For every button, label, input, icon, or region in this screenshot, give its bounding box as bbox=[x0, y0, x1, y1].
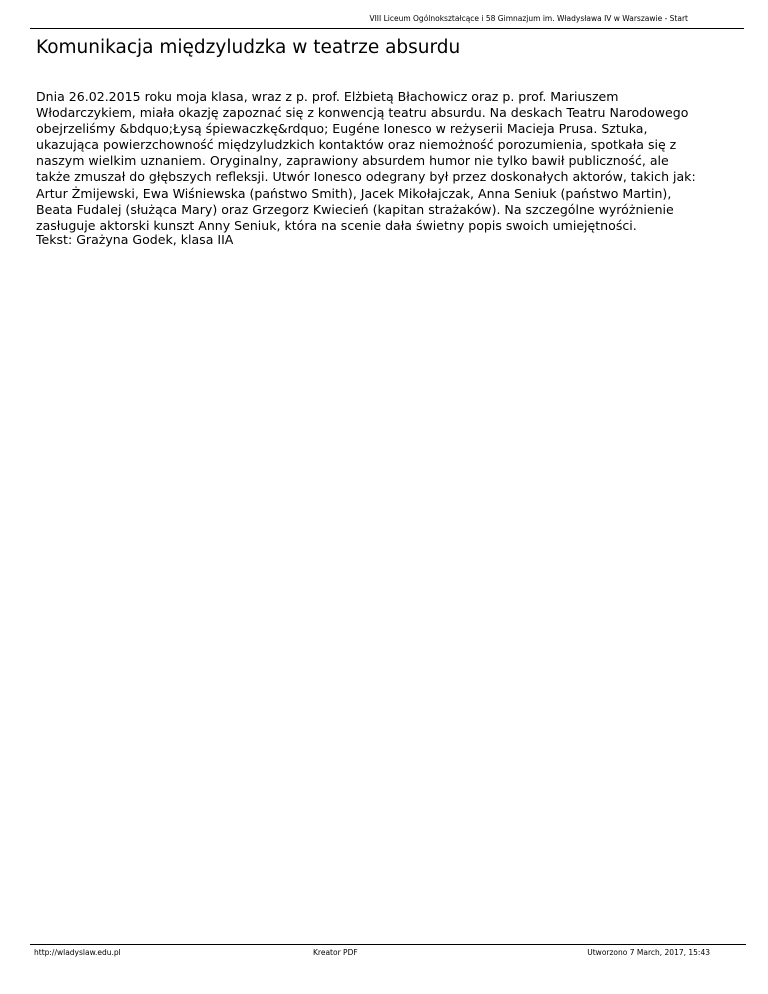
author-note: Tekst: Grażyna Godek, klasa IIA bbox=[36, 232, 234, 247]
site-title: VIII Liceum Ogólnokształcące i 58 Gimnazjum im. Władysława IV w Warszawie - Start bbox=[369, 14, 688, 23]
footer-url[interactable]: http://wladyslaw.edu.pl bbox=[34, 948, 121, 957]
body-line: zasługuje aktorski kunszt Anny Seniuk, która na scenie dała świetny popis swoich umiejętności. bbox=[36, 217, 637, 233]
article-title: Komunikacja międzyludzka w teatrze absurdu bbox=[36, 37, 461, 58]
body-line: naszym wielkim uznaniem. Oryginalny, zaprawiony absurdem humor nie tylko bawił publiczność, ale bbox=[36, 153, 669, 169]
body-line: ukazująca powierzchowność międzyludzkich kontaktów oraz niemożność porozumienia, spotkała się z bbox=[36, 137, 677, 153]
page-header bbox=[30, 12, 744, 29]
footer-created-date: Utworzono 7 March, 2017, 15:43 bbox=[587, 948, 710, 957]
body-line: także zmuszał do głębszych refleksji. Utwór Ionesco odegrany był przez doskonałych aktorów, takich jak: bbox=[36, 169, 696, 185]
body-line: Dnia 26.02.2015 roku moja klasa, wraz z p. prof. Elżbietą Błachowicz oraz p. prof. Mariuszem bbox=[36, 89, 619, 104]
footer-creator: Kreator PDF bbox=[313, 948, 358, 957]
body-line: Beata Fudalej (służąca Mary) oraz Grzegorz Kwiecień (kapitan strażaków). Na szczególne wyróżnienie bbox=[36, 201, 674, 217]
article-body bbox=[36, 89, 736, 234]
body-line: Artur Żmijewski, Ewa Wiśniewska (państwo Smith), Jacek Mikołajczak, Anna Seniuk (państwo Martin), bbox=[36, 185, 672, 201]
page-footer bbox=[30, 944, 746, 959]
body-line: Włodarczykiem, miała okazję zapoznać się z konwencją teatru absurdu. Na deskach Teatru Narodowego bbox=[36, 105, 689, 121]
body-line: obejrzeliśmy &bdquo;Łysą śpiewaczkę&rdquo; Eugéne Ionesco w reżyserii Macieja Prusa. Sztuka, bbox=[36, 121, 648, 137]
